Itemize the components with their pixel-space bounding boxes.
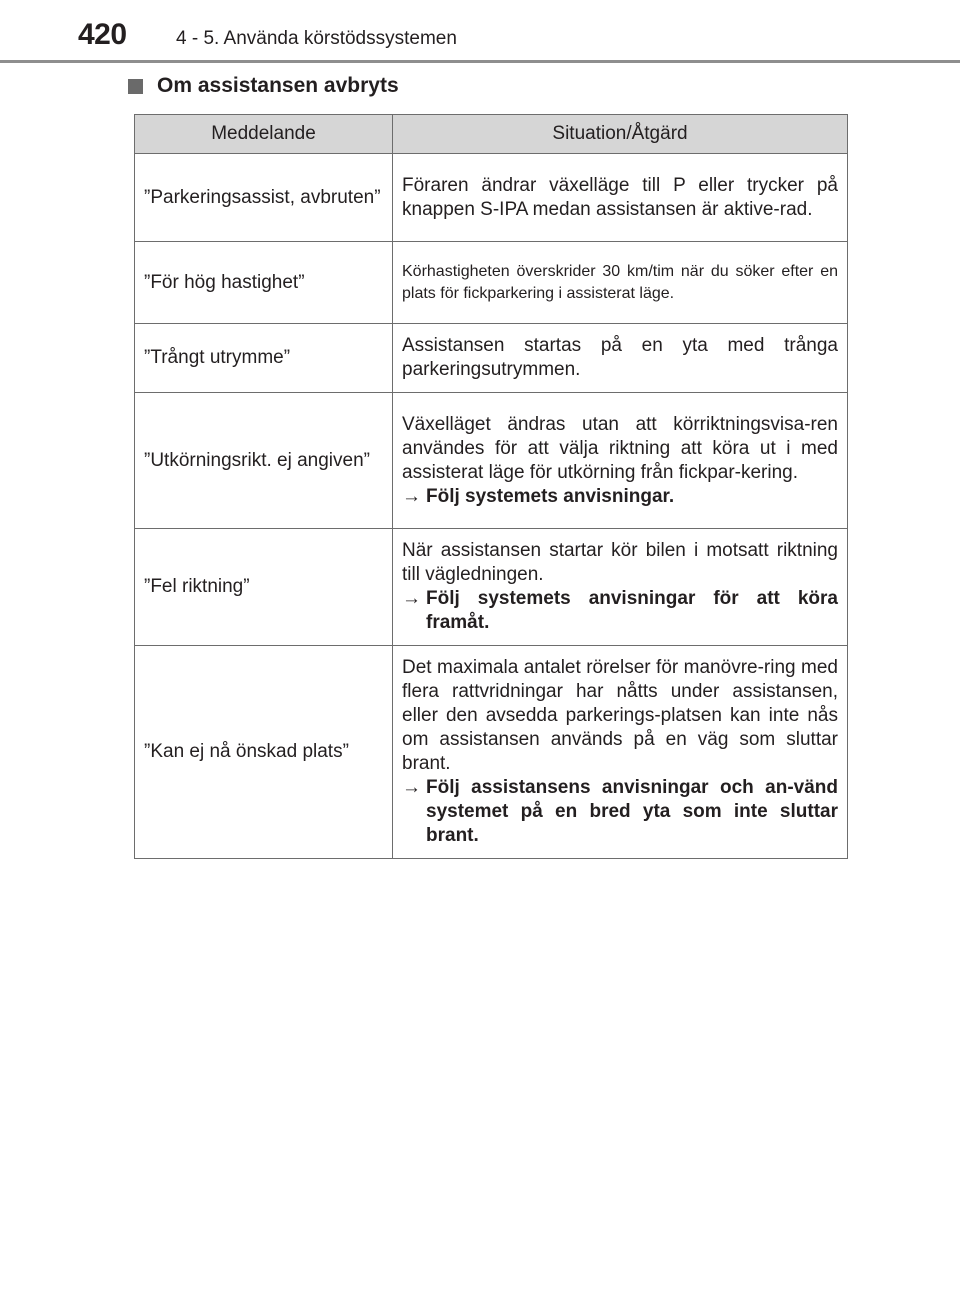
situation-text: Föraren ändrar växelläge till P eller trycker på knappen S-IPA medan assistansen är aktive-rad.	[402, 174, 838, 220]
page-number: 420	[78, 18, 127, 51]
table-header-row	[135, 115, 848, 154]
action-text: Följ systemets anvisningar.	[426, 485, 675, 507]
header-rule	[0, 60, 960, 63]
arrow-right-icon: →	[402, 777, 421, 798]
action-line	[402, 776, 838, 848]
message-cell: ”Trångt utrymme”	[135, 324, 393, 393]
message-cell: ”Parkeringsassist, avbruten”	[135, 154, 393, 242]
action-line	[402, 485, 838, 509]
column-header-message: Meddelande	[135, 115, 393, 154]
situation-cell	[393, 529, 848, 646]
message-table	[134, 114, 848, 859]
situation-cell	[393, 646, 848, 859]
section-marker-icon	[128, 79, 143, 94]
table-row	[135, 529, 848, 646]
arrow-right-icon: →	[402, 588, 421, 609]
message-cell: ”Kan ej nå önskad plats”	[135, 646, 393, 859]
situation-cell	[393, 324, 848, 393]
situation-text: Assistansen startas på en yta med trånga parkeringsutrymmen.	[402, 335, 838, 380]
table-row	[135, 154, 848, 242]
action-text: Följ assistansens anvisningar och an-vänd systemet på en bred yta som inte sluttar brant.	[426, 777, 838, 846]
table-row	[135, 646, 848, 859]
chapter-title: 4 - 5. Använda körstödssystemen	[176, 28, 457, 49]
message-cell: ”Utkörningsrikt. ej angiven”	[135, 393, 393, 529]
situation-text: Körhastigheten överskrider 30 km/tim när du söker efter en plats för fickparkering i assisterat läge.	[402, 262, 838, 302]
table-row	[135, 324, 848, 393]
arrow-right-icon: →	[402, 485, 421, 507]
situation-text: Det maximala antalet rörelser för manövre-ring med flera rattvridningar har nåtts under assistansen, eller den avsedda parkerings-platsen kan inte nås om assistansen används på en väg som sluttar brant.	[402, 657, 838, 774]
situation-cell	[393, 242, 848, 324]
table-row	[135, 242, 848, 324]
situation-cell	[393, 393, 848, 529]
situation-cell	[393, 154, 848, 242]
action-text: Följ systemets anvisningar för att köra framåt.	[426, 588, 838, 633]
message-cell: ”Fel riktning”	[135, 529, 393, 646]
column-header-situation: Situation/Åtgärd	[393, 115, 848, 154]
message-cell: ”För hög hastighet”	[135, 242, 393, 324]
situation-text: När assistansen startar kör bilen i motsatt riktning till vägledningen.	[402, 540, 838, 585]
situation-text: Växelläget ändras utan att körriktningsvisa-ren användes för att välja riktning att köra ut i med assisterat läge för utkörning från fickpar-kering.	[402, 413, 838, 483]
section-title: Om assistansen avbryts	[157, 74, 399, 97]
table-row	[135, 393, 848, 529]
action-line	[402, 587, 838, 635]
section-heading	[128, 74, 399, 98]
